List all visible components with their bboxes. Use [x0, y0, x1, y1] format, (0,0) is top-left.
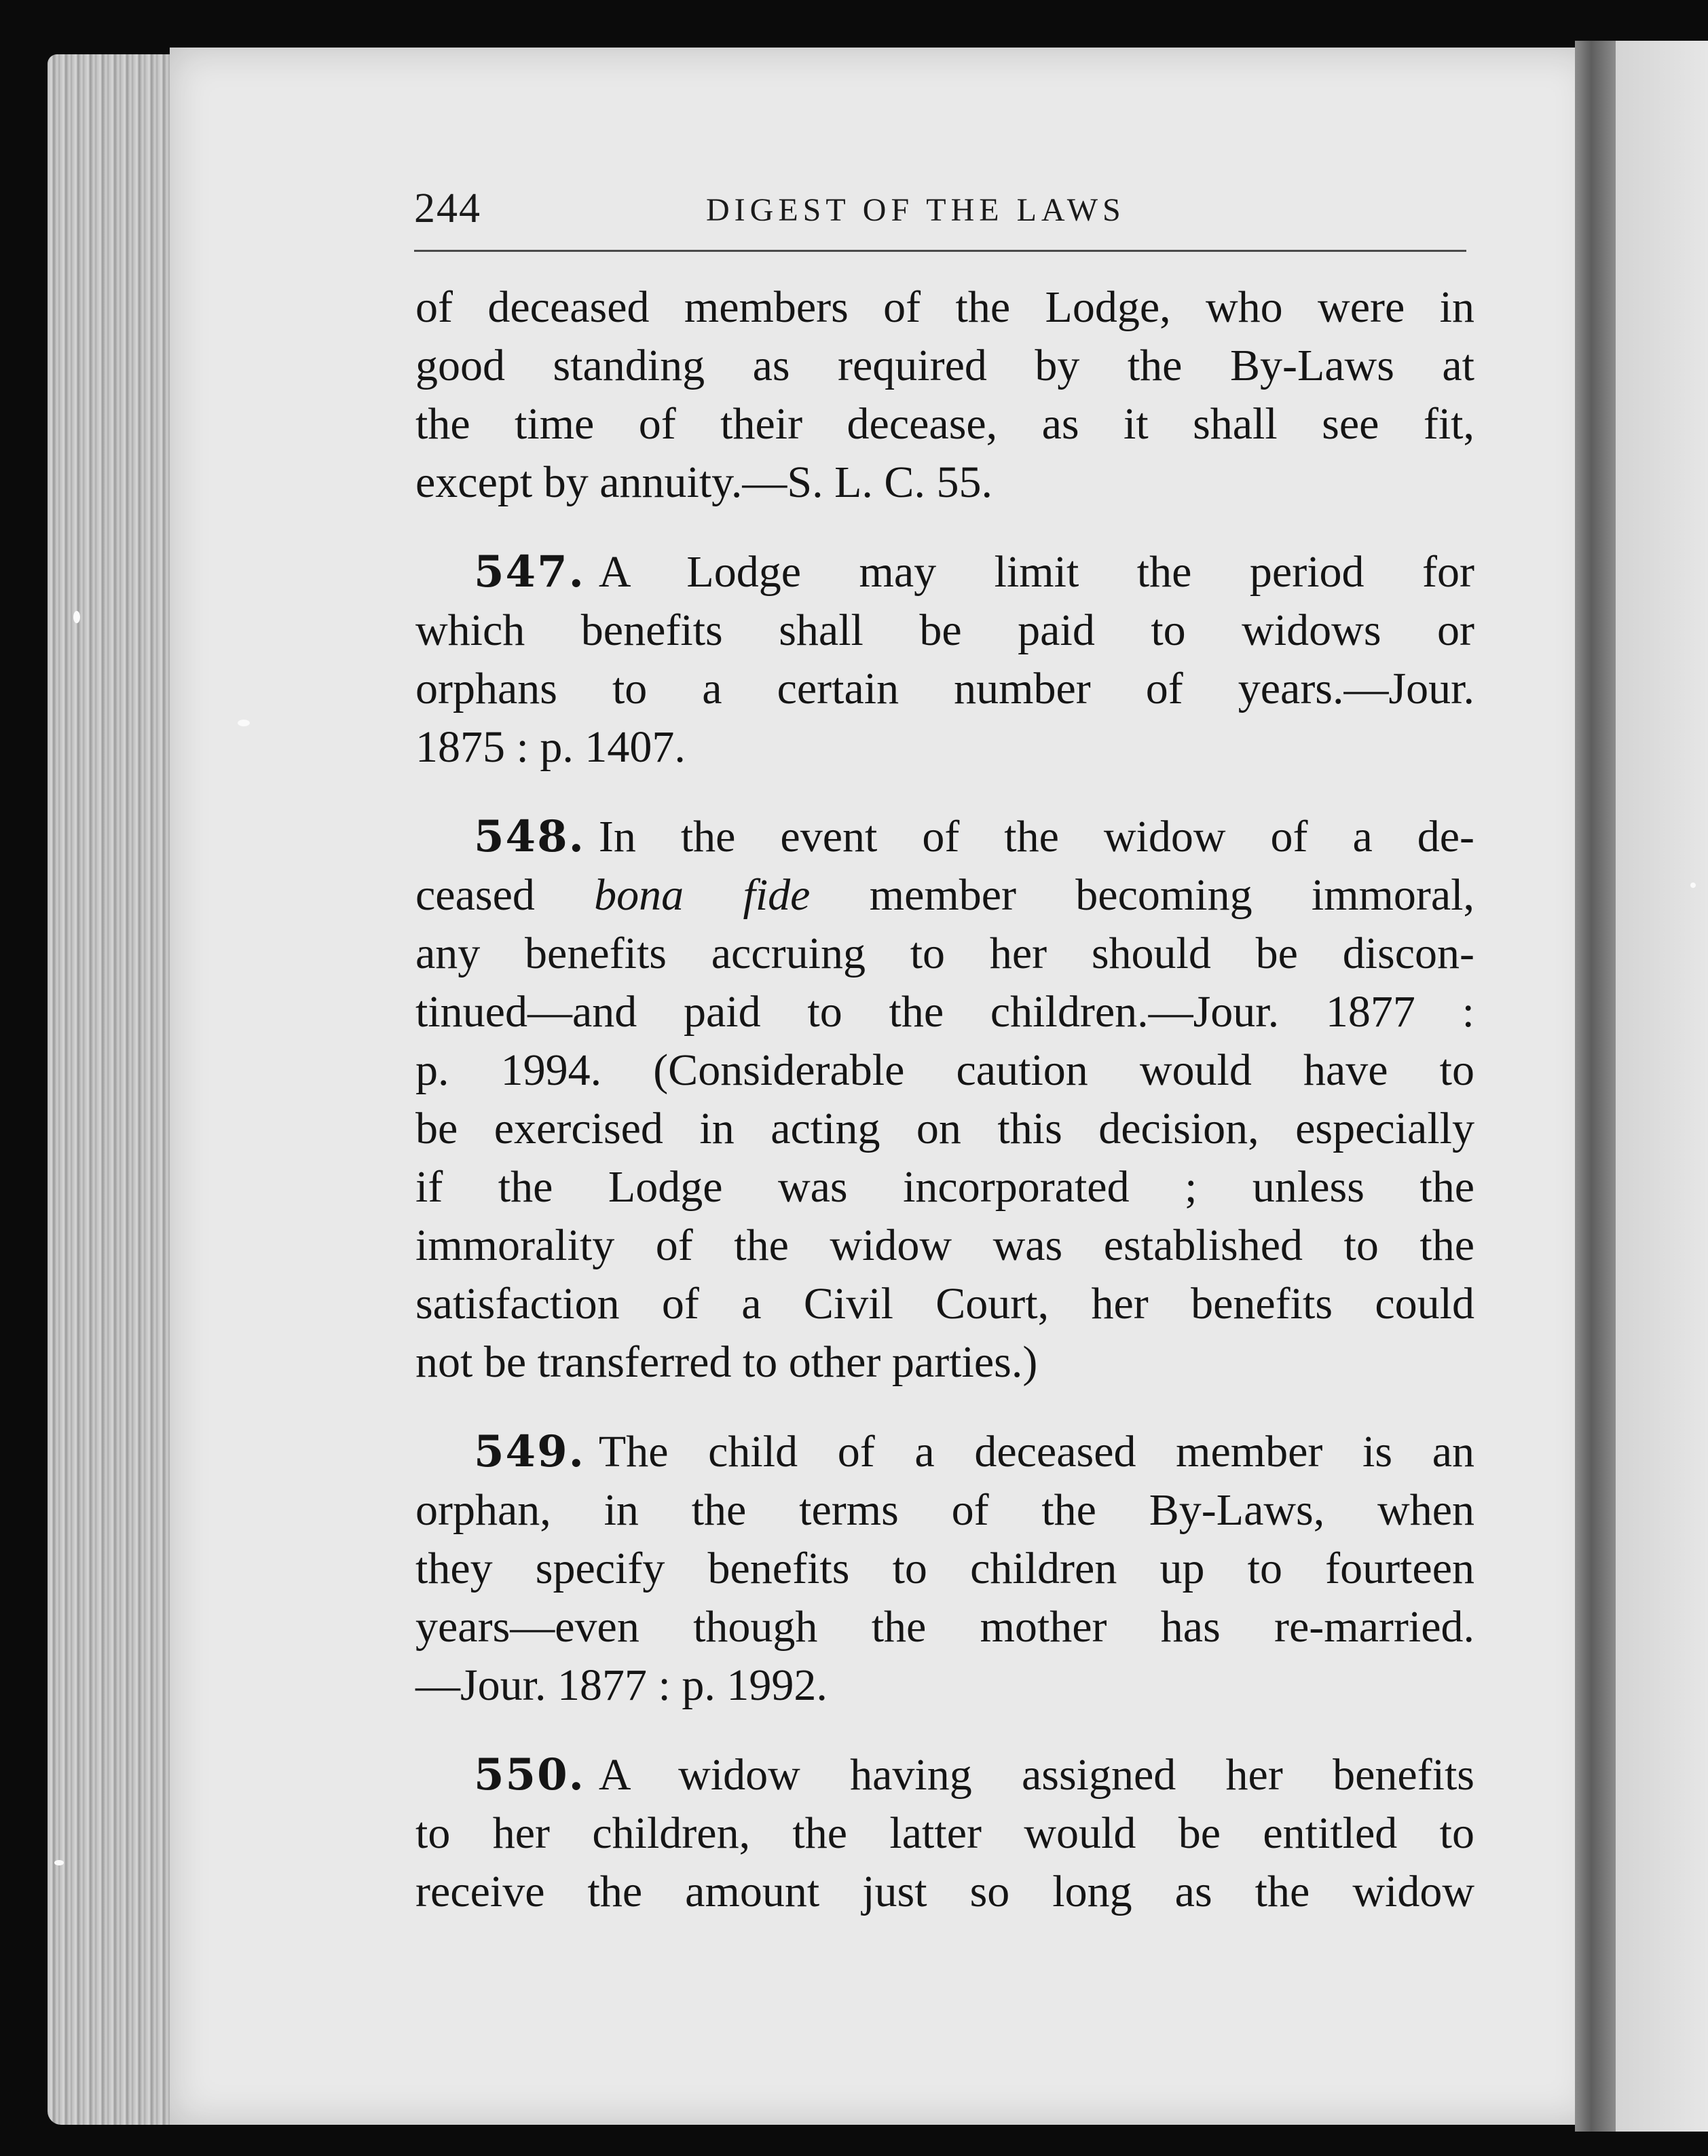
page-edges	[48, 54, 183, 2125]
text-line	[415, 808, 1474, 866]
section-550	[415, 1746, 1474, 1921]
text-line: they specify benefits to children up to fourteen	[415, 1544, 1474, 1593]
section-547	[415, 543, 1474, 777]
text-line: the time of their decease, as it shall see fit,	[415, 399, 1474, 449]
text-line-content: In the event of the widow of a de-	[598, 812, 1474, 861]
text-line-content: The child of a deceased member is an	[598, 1427, 1474, 1476]
page-header	[414, 183, 1466, 238]
text-line: tinued—and paid to the children.—Jour. 1877 :	[415, 987, 1474, 1037]
text-line	[415, 866, 1474, 925]
section-548	[415, 808, 1474, 1392]
header-rule	[414, 250, 1466, 252]
dust-speck	[54, 1860, 64, 1865]
text-line-content: A Lodge may limit the period for	[598, 547, 1474, 597]
text-line: to her children, the latter would be entitled to	[415, 1808, 1474, 1858]
text-line: satisfaction of a Civil Court, her benefits could	[415, 1279, 1474, 1328]
text-line: orphans to a certain number of years.—Jour.	[415, 664, 1474, 713]
italic-term: bona fide	[594, 870, 811, 920]
text-line: not be transferred to other parties.)	[415, 1337, 1038, 1387]
text-line: if the Lodge was incorporated ; unless the	[415, 1162, 1474, 1212]
text-line: be exercised in acting on this decision, especially	[415, 1104, 1474, 1153]
text-line: immorality of the widow was established to the	[415, 1221, 1474, 1270]
text-line-content: A widow having assigned her benefits	[598, 1750, 1474, 1800]
text-line: which benefits shall be paid to widows or	[415, 606, 1474, 655]
text-line: —Jour. 1877 : p. 1992.	[415, 1660, 828, 1710]
text-line: except by annuity.—S. L. C. 55.	[415, 458, 992, 507]
text-line	[415, 543, 1474, 601]
text-line: receive the amount just so long as the widow	[415, 1867, 1474, 1916]
running-title: DIGEST OF THE LAWS	[706, 192, 1126, 228]
page-number: 244	[414, 185, 481, 231]
text-line: good standing as required by the By-Laws at	[415, 341, 1474, 390]
text-line: orphan, in the terms of the By-Laws, when	[415, 1485, 1474, 1535]
text-line	[415, 1423, 1474, 1481]
text-fragment: member becoming immoral,	[810, 870, 1474, 920]
section-number: 550.	[474, 1749, 585, 1800]
text-line: years—even though the mother has re-married.	[415, 1602, 1474, 1652]
text-fragment: ceased	[415, 870, 595, 920]
section-549	[415, 1423, 1474, 1715]
text-line: any benefits accruing to her should be discon-	[415, 929, 1474, 978]
book-gutter	[1575, 41, 1616, 2132]
facing-page-edge	[1616, 41, 1708, 2132]
text-line: p. 1994. (Considerable caution would have to	[415, 1045, 1474, 1095]
body-text	[415, 278, 1474, 1952]
section-number: 548.	[474, 811, 585, 862]
text-line: 1875 : p. 1407.	[415, 722, 686, 772]
paragraph-continuation	[415, 278, 1474, 512]
text-line: of deceased members of the Lodge, who were in	[415, 282, 1474, 332]
section-number: 549.	[474, 1426, 585, 1477]
text-line	[415, 1746, 1474, 1804]
dust-speck	[73, 611, 80, 623]
dust-speck	[1690, 882, 1696, 888]
section-number: 547.	[474, 546, 585, 597]
dust-speck	[238, 720, 250, 726]
